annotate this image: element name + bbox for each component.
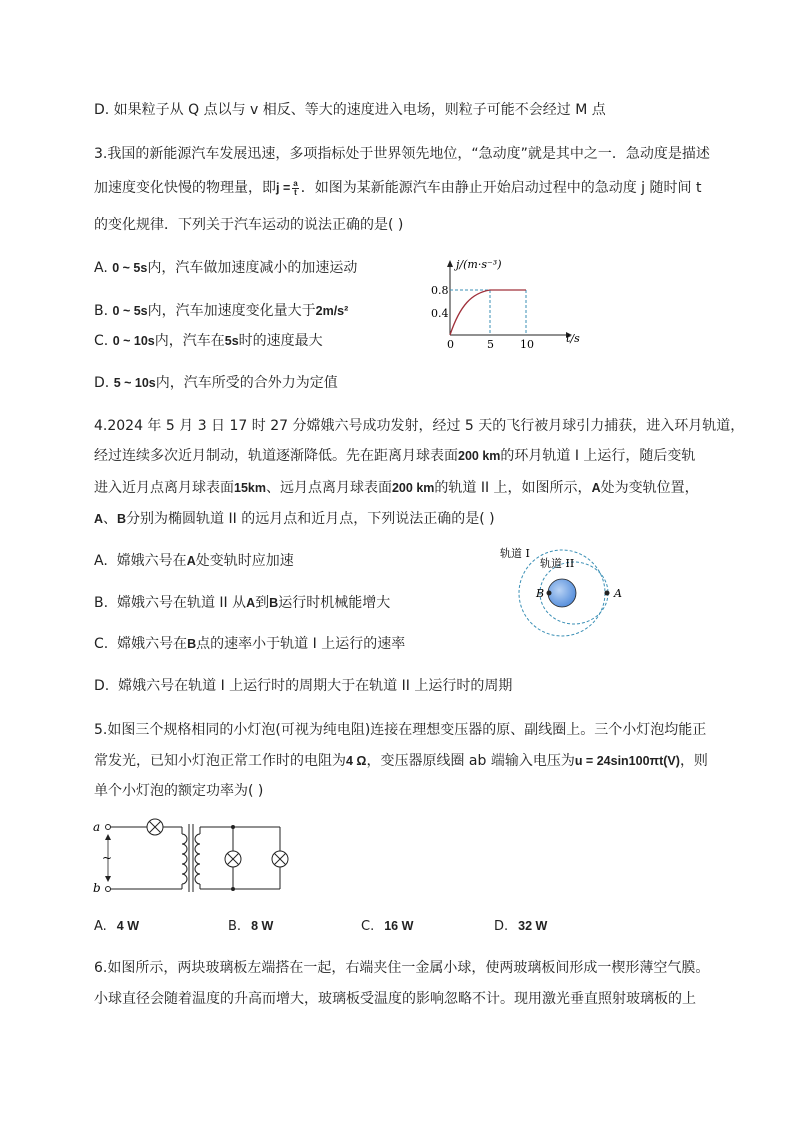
option-text: 内，汽车所受的合外力为定值: [155, 375, 338, 391]
y-tick-0.4: 0.4: [431, 307, 449, 320]
q4-math: 200 km: [458, 449, 501, 463]
option-letter: B.: [228, 919, 242, 934]
q4-text: 的轨道 II 上，如图所示，: [434, 480, 592, 496]
ac-arrow-up: [105, 834, 111, 840]
q4-stem-line3: [94, 479, 699, 497]
option-text: 运行时机械能增大: [278, 595, 391, 611]
origin-label: 0: [447, 338, 454, 351]
q5-math: u = 24sin100πt(V): [574, 754, 680, 768]
q4-math: A: [591, 481, 601, 495]
q5-option-b: [228, 918, 273, 934]
option-text: 嫦娥六号在轨道 II 从: [116, 595, 247, 611]
q4-text: 、远月点离月球表面: [265, 480, 392, 496]
y-axis-arrow: [447, 260, 453, 267]
primary-coil: [182, 834, 187, 884]
option-math-mid: 5s: [224, 334, 239, 348]
q4-stem-line2: [94, 447, 695, 465]
q5-stem-line1: 5.如图三个规格相同的小灯泡(可视为纯电阻)连接在理想变压器的原、副线圈上。三个小灯泡均能正: [94, 722, 707, 738]
point-a-dot: [605, 591, 610, 596]
q4-option-b: [94, 594, 390, 612]
option-math: A: [186, 554, 196, 568]
terminal-a: [106, 825, 111, 830]
x-tick-5: 5: [487, 338, 494, 351]
ac-arrow-down: [105, 876, 111, 882]
q3-option-b: [94, 302, 348, 320]
q4-stem-line1: 4.2024 年 5 月 3 日 17 时 27 分嫦娥六号成功发射，经过 5 天的飞行被月球引力捕获，进入环月轨道，: [94, 418, 745, 434]
q4-option-c: [94, 635, 405, 653]
option-letter: B.: [94, 303, 109, 319]
option-letter: A.: [94, 260, 108, 276]
q4-text: 分别为椭圆轨道 II 的远月点和近月点，下列说法正确的是( ): [126, 511, 495, 527]
y-axis-label: j/(m·s⁻³): [456, 258, 502, 271]
q5-option-d: [494, 918, 547, 934]
q3-option-d: [94, 374, 338, 392]
jerk-time-graph: [420, 255, 610, 355]
option-letter: D.: [494, 919, 509, 934]
option-math: B: [187, 637, 197, 651]
option-value: 4 W: [116, 919, 140, 933]
option-math: 5 ~ 10s: [113, 376, 156, 390]
q5-stem-line3: 单个小灯泡的额定功率为( ): [94, 783, 264, 799]
option-value: 32 W: [518, 919, 548, 933]
ac-symbol: ~: [102, 851, 113, 865]
orbit-1-label: 轨道 I: [500, 547, 530, 560]
q4-math: 15km: [234, 481, 266, 495]
q6-stem-line1: 6.如图所示，两块玻璃板左端搭在一起，右端夹住一金属小球，使两玻璃板间形成一楔形薄空气膜。: [94, 960, 710, 976]
transformer-circuit: [90, 814, 300, 899]
secondary-coil: [195, 834, 200, 884]
option-text: 到: [255, 595, 270, 611]
q4-stem-line4: [94, 510, 495, 528]
option-math: A: [246, 596, 256, 610]
option-letter: B.: [94, 595, 109, 611]
formula-fraction: [292, 180, 298, 197]
option-math: 0 ~ 5s: [112, 304, 148, 318]
option-value: 16 W: [384, 919, 414, 933]
jerk-curve: [450, 290, 526, 335]
q5-option-c: [361, 918, 413, 934]
q5-option-a: [94, 918, 139, 934]
option-math-tail: 2m/s²: [315, 304, 349, 318]
option-value: 8 W: [251, 919, 274, 933]
q5-text: ，变压器原线圈 ab 端输入电压为: [366, 753, 575, 769]
q5-math: 4 Ω: [346, 754, 367, 768]
q3-option-a: [94, 259, 357, 277]
q4-text: 经过连续多次近月制动，轨道逐渐降低。先在距离月球表面: [94, 448, 458, 464]
q3-stem-text: 加速度变化快慢的物理量，即: [94, 180, 276, 196]
formula-numerator: a: [293, 179, 298, 189]
option-text: 内，汽车做加速度减小的加速运动: [147, 260, 358, 276]
q4-math: B: [117, 512, 127, 526]
formula-lhs: j =: [276, 181, 291, 195]
option-math: B: [269, 596, 279, 610]
option-letter: C.: [94, 333, 109, 349]
option-letter: D.: [94, 678, 110, 694]
q5-stem-line2: [94, 752, 708, 770]
point-a-label: A: [614, 587, 622, 600]
q4-text: 、: [103, 511, 118, 527]
q3-stem-line2: [94, 179, 701, 197]
q6-stem-line2: 小球直径会随着温度的升高而增大，玻璃板受温度的影响忽略不计。现用激光垂直照射玻璃板的上: [94, 991, 696, 1007]
option-text: 内，汽车在: [154, 333, 225, 349]
q4-text: 处为变轨位置，: [600, 480, 699, 496]
option-math: 0 ~ 10s: [112, 334, 155, 348]
q3-stem-text-b: ．如图为某新能源汽车由静止开始启动过程中的急动度 j 随时间 t: [300, 180, 702, 196]
q3-stem-line3: 的变化规律．下列关于汽车运动的说法正确的是( ): [94, 217, 404, 233]
q4-option-a: [94, 552, 294, 570]
option-letter: D.: [94, 375, 110, 391]
option-text: 嫦娥六号在轨道 I 上运行时的周期大于在轨道 II 上运行时的周期: [118, 678, 513, 694]
option-text: 处变轨时应加速: [195, 553, 294, 569]
q4-option-d: [94, 677, 512, 695]
option-text: 内，汽车加速度变化量大于: [147, 303, 316, 319]
option-math: 0 ~ 5s: [112, 261, 148, 275]
q4-text-b: 的环月轨道 I 上运行，随后变轨: [500, 448, 696, 464]
terminal-a-label: a: [93, 820, 101, 834]
option-text: 嫦娥六号在: [117, 636, 188, 652]
orbit-2-label: 轨道 II: [540, 557, 575, 570]
q2-option-d: D. 如果粒子从 Q 点以与 v 相反、等大的速度进入电场，则粒子可能不会经过 M 点: [94, 102, 606, 118]
option-letter: A.: [94, 553, 108, 569]
option-text-2: 时的速度最大: [238, 333, 323, 349]
moon: [548, 579, 576, 607]
q3-option-c: [94, 332, 323, 350]
y-tick-0.8: 0.8: [431, 284, 449, 297]
formula-denominator: t: [294, 188, 297, 198]
point-b-label: B: [536, 587, 545, 600]
q4-math: 200 km: [391, 481, 435, 495]
q4-math: A: [94, 512, 104, 526]
q5-text: 常发光，已知小灯泡正常工作时的电阻为: [94, 753, 346, 769]
jerk-formula: [276, 179, 301, 198]
option-letter: C.: [361, 919, 375, 934]
option-letter: A.: [94, 919, 107, 934]
terminal-b: [106, 887, 111, 892]
option-text: 嫦娥六号在: [116, 553, 187, 569]
option-text: 点的速率小于轨道 I 上运行的速率: [196, 636, 406, 652]
q4-text: 进入近月点离月球表面: [94, 480, 234, 496]
orbit-figure: [490, 540, 650, 650]
option-letter: C.: [94, 636, 109, 652]
terminal-b-label: b: [93, 881, 101, 895]
point-b-dot: [547, 591, 552, 596]
x-tick-10: 10: [520, 338, 534, 351]
x-axis-label: t/s: [566, 332, 580, 345]
q5-text: ，则: [679, 753, 708, 769]
q3-stem-line1: 3.我国的新能源汽车发展迅速，多项指标处于世界领先地位，“急动度”就是其中之一．急动度是描述: [94, 146, 710, 162]
